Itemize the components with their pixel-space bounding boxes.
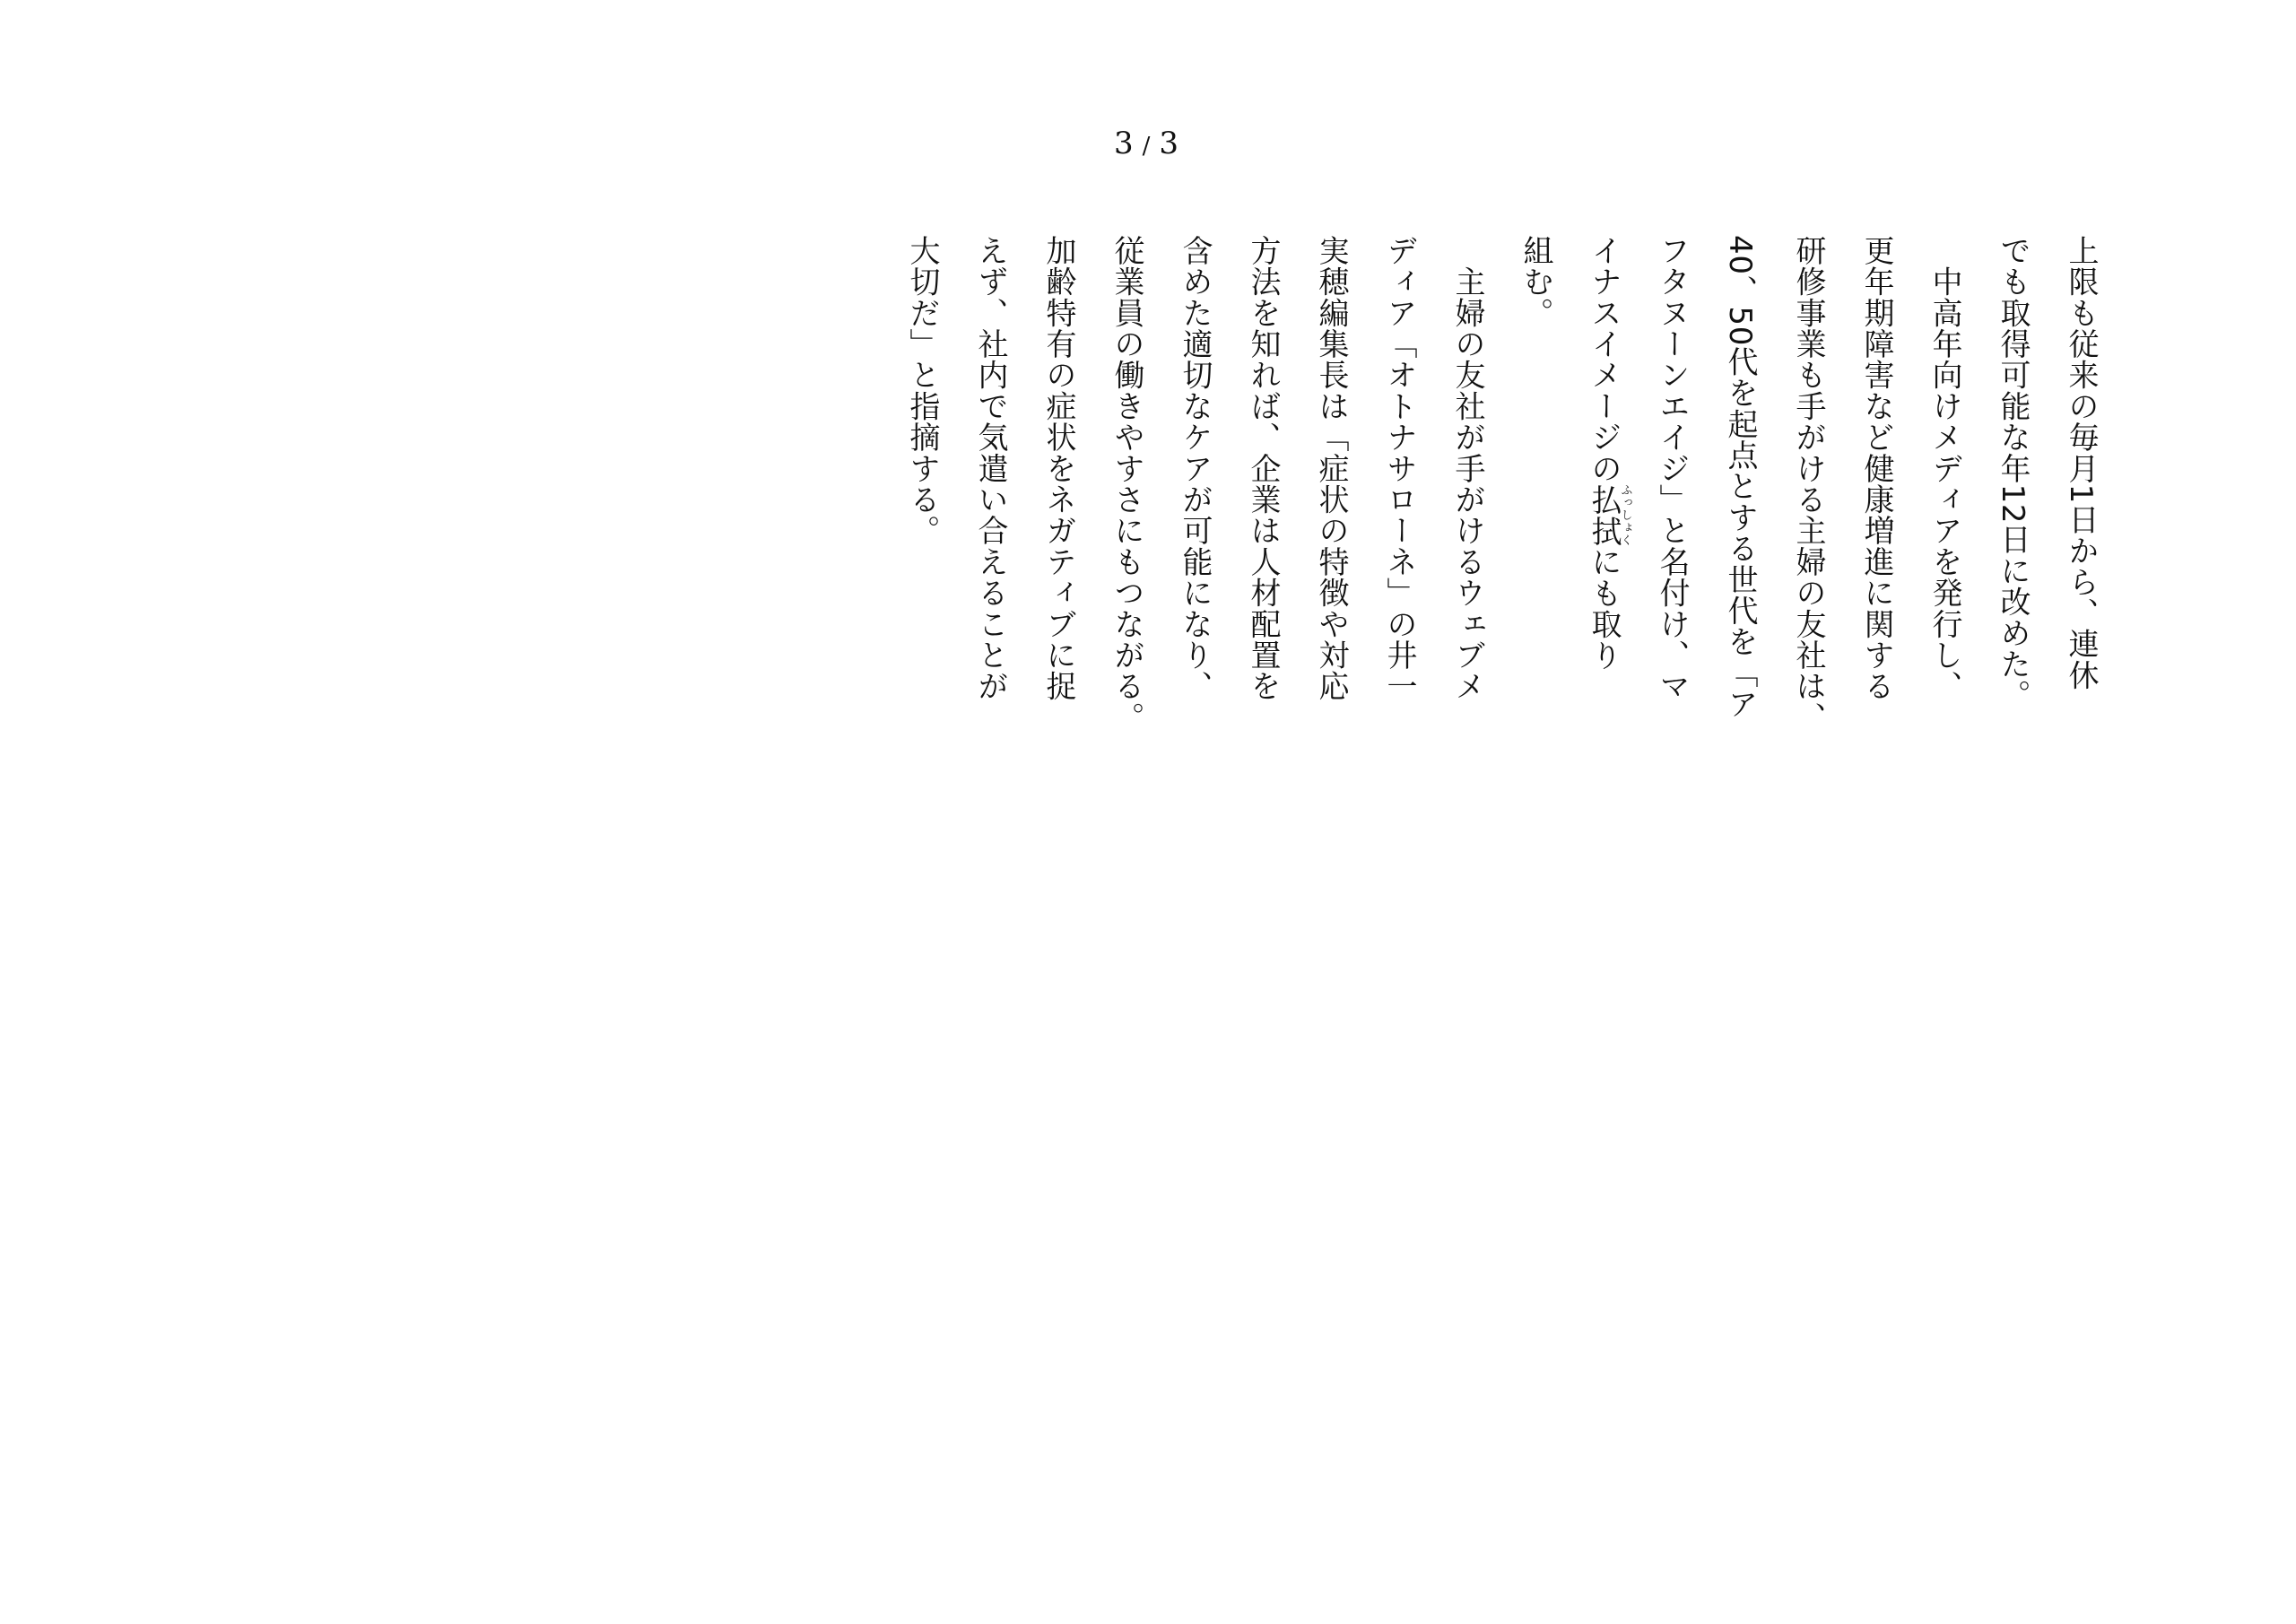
- article-line: でも取得可能な年12日に改めた。: [1995, 235, 2031, 711]
- article-line: フタヌーンエイジ」と名付け、マ: [1654, 235, 1690, 702]
- article-line-segment: イナスイメージの: [1586, 235, 1622, 484]
- article-line: 加齢特有の症状をネガティブに捉: [1040, 235, 1076, 702]
- article-line: 上限も従来の毎月1日から、連休: [2063, 235, 2099, 691]
- article-line: 従業員の働きやすさにもつながる。: [1109, 235, 1144, 734]
- ruby-base: 払拭: [1586, 483, 1622, 547]
- article-line: 含めた適切なケアが可能になり、: [1177, 235, 1213, 702]
- article-line: 主婦の友社が手がけるウェブメ: [1449, 235, 1485, 702]
- article-line: 研修事業も手がける主婦の友社は、: [1790, 235, 1826, 734]
- article-line: 方法を知れば、企業は人材配置を: [1245, 235, 1281, 702]
- article-line: 更年期障害など健康増進に関する: [1858, 235, 1894, 702]
- page-number-separator: /: [1142, 133, 1154, 160]
- article-line: 実穂編集長は「症状の特徴や対応: [1313, 235, 1349, 702]
- page-number-total: 3: [1159, 126, 1183, 161]
- article-line: 中高年向けメディアを発行し、: [1926, 235, 1962, 702]
- article-line: 組む。: [1518, 235, 1553, 329]
- page-number-current: 3: [1113, 126, 1137, 161]
- article-line-with-ruby: [1570, 235, 1638, 773]
- ruby-word: [1586, 483, 1632, 547]
- article-line: ディア「オトナサローネ」の井一: [1381, 235, 1417, 702]
- article-line: えず、社内で気遣い合えることが: [972, 235, 1008, 702]
- article-body: [888, 235, 2115, 773]
- article-line-segment: にも取り: [1586, 546, 1622, 672]
- article-line: 大切だ」と指摘する。: [904, 235, 940, 546]
- page-number: [1103, 126, 1193, 161]
- article-line: 40、50代を起点とする世代を「ア: [1722, 235, 1758, 720]
- ruby-reading: ふっしょく: [1618, 483, 1632, 547]
